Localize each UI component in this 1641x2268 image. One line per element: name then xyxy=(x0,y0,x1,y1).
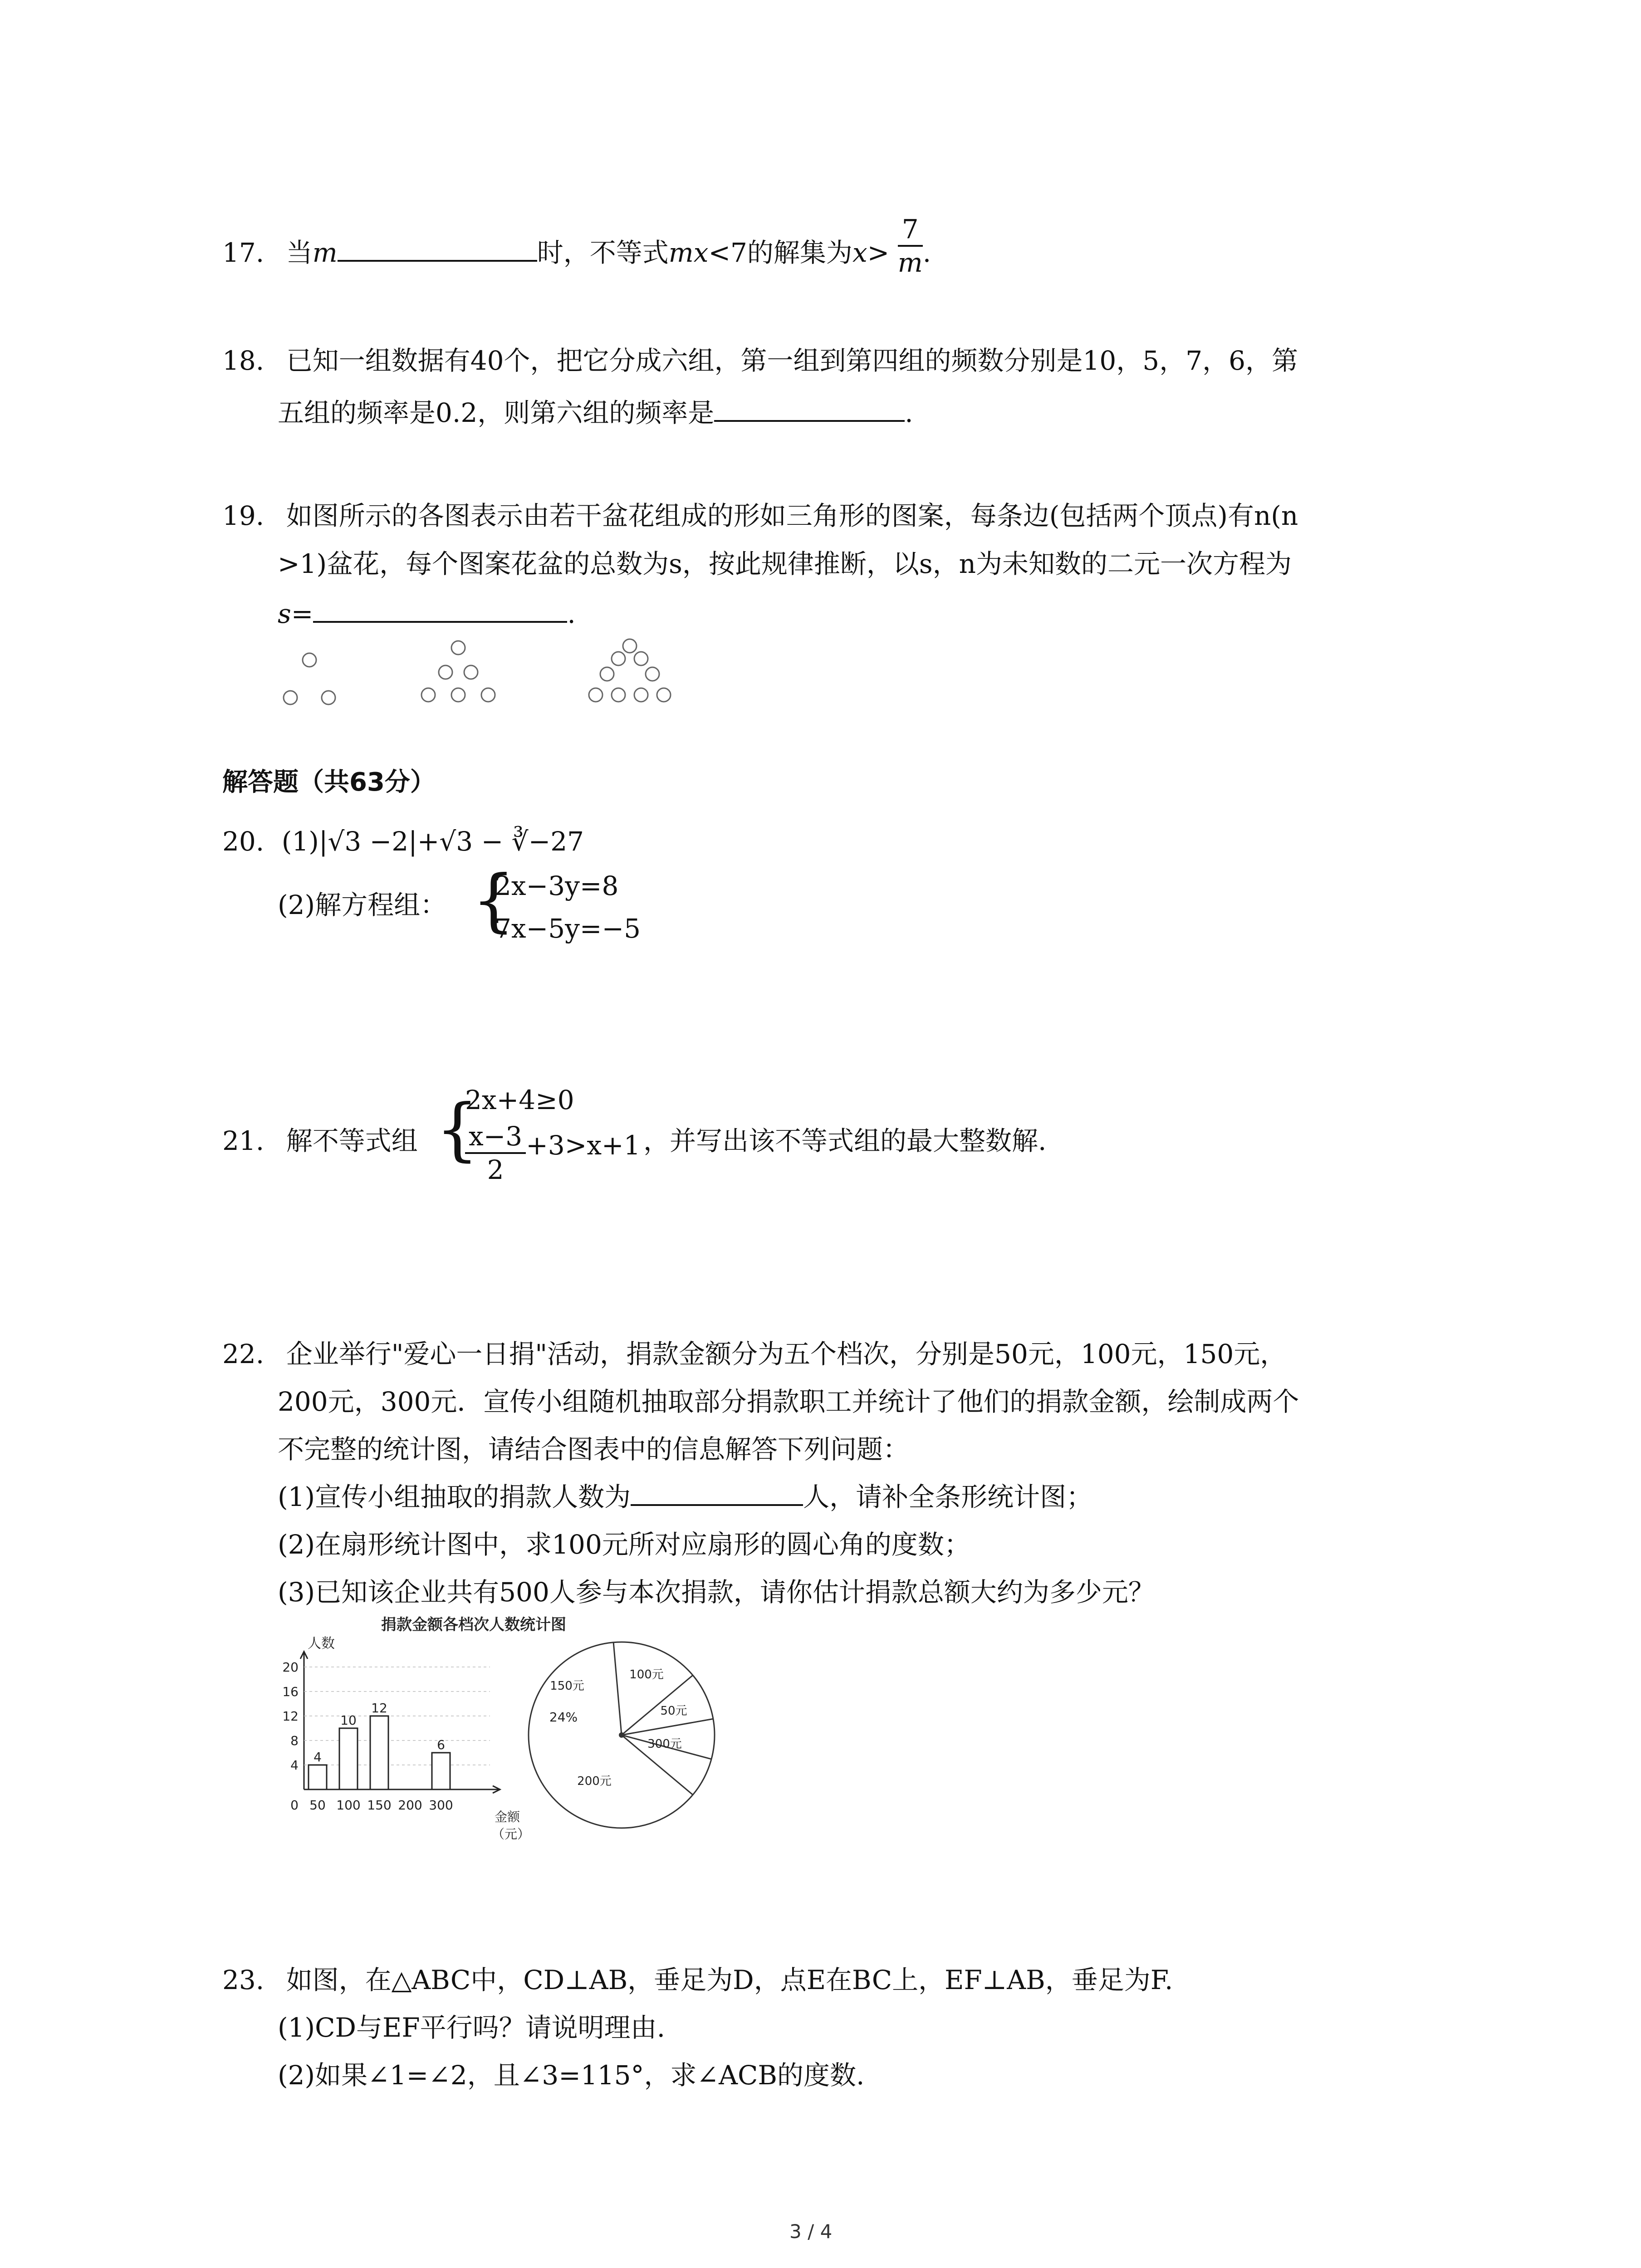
q21-label: 解不等式组 xyxy=(286,1125,418,1156)
q17-x: x xyxy=(852,237,867,269)
y-tick-label: 20 xyxy=(282,1660,299,1675)
q17-gt: > xyxy=(867,237,890,269)
q17-number: 17. xyxy=(222,237,265,269)
bar-value-label: 4 xyxy=(314,1750,322,1765)
q22-number: 22. xyxy=(222,1339,265,1369)
q21-ineq2-rest: +3>x+1 xyxy=(526,1130,641,1161)
q20-eq2: 7x−5y=−5 xyxy=(495,913,641,944)
q17-answer-blank[interactable] xyxy=(338,260,537,262)
q18-end: . xyxy=(905,397,913,428)
bar-value-label: 12 xyxy=(371,1701,387,1716)
q18-line1 xyxy=(222,345,1298,376)
q17-end: . xyxy=(922,237,931,269)
q21-lead xyxy=(222,1125,418,1157)
pie-label-100: 100元 xyxy=(629,1668,664,1681)
flowerpot-pattern-figure xyxy=(272,635,708,717)
bar-chart xyxy=(282,1636,530,1842)
bar xyxy=(432,1753,450,1789)
q21-fraction xyxy=(465,1120,526,1186)
q19-end: . xyxy=(567,598,576,629)
bar-chart-title: 捐款金额各档次人数统计图 xyxy=(381,1616,566,1634)
q22-line2: 200元，300元．宣传小组随机抽取部分捐款职工并统计了他们的捐款金额，绘制成两个 xyxy=(278,1386,1299,1417)
q22-sub3: (3)已知该企业共有500人参与本次捐款，请你估计捐款总额大约为多少元？ xyxy=(278,1577,1155,1608)
q23-number: 23. xyxy=(222,1965,265,1995)
q21-frac-den: 2 xyxy=(487,1154,504,1185)
y-tick-label: 4 xyxy=(290,1758,299,1773)
q17-mx: mx xyxy=(668,237,709,269)
pie-label-200: 200元 xyxy=(577,1774,612,1788)
q22-line3: 不完整的统计图，请结合图表中的信息解答下列问题： xyxy=(278,1434,910,1465)
q19-line3 xyxy=(278,598,576,630)
pattern-n2 xyxy=(284,653,335,704)
q19-line1-text: 如图所示的各图表示由若干盆花组成的形如三角形的图案，每条边(包括两个顶点)有n(n xyxy=(286,500,1298,531)
q19-answer-blank[interactable] xyxy=(313,621,567,623)
x-tick-label: 100 xyxy=(336,1798,361,1813)
q17-text-c: <7的解集为 xyxy=(708,237,852,269)
x-axis-label: 金额 xyxy=(495,1809,520,1824)
pie-center xyxy=(619,1732,624,1738)
y-tick-label: 12 xyxy=(282,1709,299,1724)
q21-frac-num: x−3 xyxy=(465,1120,526,1154)
q17-text-a: 当 xyxy=(286,237,313,269)
pie-label-300: 300元 xyxy=(647,1737,682,1751)
q22-sub1 xyxy=(278,1481,1092,1513)
q19-line2 xyxy=(278,548,1292,580)
q18-line2 xyxy=(278,397,913,429)
q22-answer-blank[interactable] xyxy=(631,1504,803,1506)
q20-part1 xyxy=(222,826,584,857)
q19-line1 xyxy=(222,500,1298,532)
x-tick-label: 150 xyxy=(367,1798,392,1813)
q17-m: m xyxy=(312,237,338,269)
x-tick-label: 300 xyxy=(429,1798,453,1813)
q22-line1-text: 企业举行"爱心一日捐"活动，捐款金额分为五个档次，分别是50元，100元，150元， xyxy=(286,1339,1287,1369)
q22-sub1-text-b: 人，请补全条形统计图； xyxy=(803,1481,1093,1512)
q20-eq1: 2x−3y=8 xyxy=(495,870,619,901)
q20-brace: { xyxy=(472,861,515,940)
x-tick-label: 50 xyxy=(309,1798,326,1813)
pattern-n3 xyxy=(421,641,495,702)
q18-answer-blank[interactable] xyxy=(714,420,905,422)
q17 xyxy=(222,214,931,279)
q22-sub1-text-a: (1)宣传小组抽取的捐款人数为 xyxy=(278,1481,631,1512)
pie-label-50: 50元 xyxy=(660,1704,687,1718)
q19-line2-text: >1)盆花，每个图案花盆的总数为s，按此规律推断，以s，n为未知数的二元一次方程为 xyxy=(278,548,1292,579)
q20-expression: (1)|√3 −2|+√3 − ∛−27 xyxy=(281,826,584,857)
bar-value-label: 10 xyxy=(340,1713,357,1728)
x-axis-unit: （元） xyxy=(492,1827,530,1842)
pie-chart xyxy=(529,1642,715,1828)
pie-percent-label: 24% xyxy=(549,1710,578,1725)
section-title: 解答题（共63分） xyxy=(222,767,436,797)
q19-number: 19. xyxy=(222,500,265,531)
q21-brace: { xyxy=(436,1090,479,1169)
q23-sub2: (2)如果∠1=∠2，且∠3=115°，求∠ACB的度数. xyxy=(278,2060,865,2091)
q19-line3-text: s= xyxy=(278,598,314,629)
bar-value-label: 6 xyxy=(437,1737,445,1752)
q21-number: 21. xyxy=(222,1125,265,1156)
q20-part2-label: (2)解方程组： xyxy=(278,890,447,920)
q21-tail: ，并写出该不等式组的最大整数解. xyxy=(643,1125,1047,1156)
page-number: 3 / 4 xyxy=(789,2220,833,2243)
q22-line1 xyxy=(222,1338,1286,1370)
y-tick-label: 16 xyxy=(282,1684,299,1699)
q21-ineq1: 2x+4≥0 xyxy=(465,1085,574,1115)
bar xyxy=(309,1765,327,1789)
q23-sub1: (1)CD与EF平行吗？请说明理由. xyxy=(278,2012,666,2043)
q18-number: 18. xyxy=(222,345,265,376)
donation-charts-figure xyxy=(272,1613,749,1857)
q17-text-b: 时，不等式 xyxy=(537,237,669,269)
q21-ineq2 xyxy=(465,1120,641,1186)
q18-line1-text: 已知一组数据有40个，把它分成六组，第一组到第四组的频数分别是10，5，7，6，第 xyxy=(286,345,1298,376)
y-tick-label: 8 xyxy=(290,1733,299,1748)
bar xyxy=(370,1716,388,1789)
q18-line2-text: 五组的频率是0.2，则第六组的频率是 xyxy=(278,397,715,428)
x-tick-label: 200 xyxy=(398,1798,422,1813)
q22-sub2: (2)在扇形统计图中，求100元所对应扇形的圆心角的度数； xyxy=(278,1529,970,1560)
q23-line1-text: 如图，在△ABC中，CD⊥AB，垂足为D，点E在BC上，EF⊥AB，垂足为F. xyxy=(286,1965,1173,1995)
y-axis-label: 人数 xyxy=(308,1636,335,1652)
q17-frac-num: 7 xyxy=(898,213,923,247)
q23-line1 xyxy=(222,1964,1173,1996)
q17-frac-den: m xyxy=(897,247,923,278)
pie-label-150: 150元 xyxy=(550,1679,584,1693)
q17-fraction xyxy=(898,213,923,279)
pattern-n4 xyxy=(589,639,671,702)
bar xyxy=(339,1728,358,1789)
q20-number: 20. xyxy=(222,826,265,857)
origin-label: 0 xyxy=(290,1798,299,1813)
